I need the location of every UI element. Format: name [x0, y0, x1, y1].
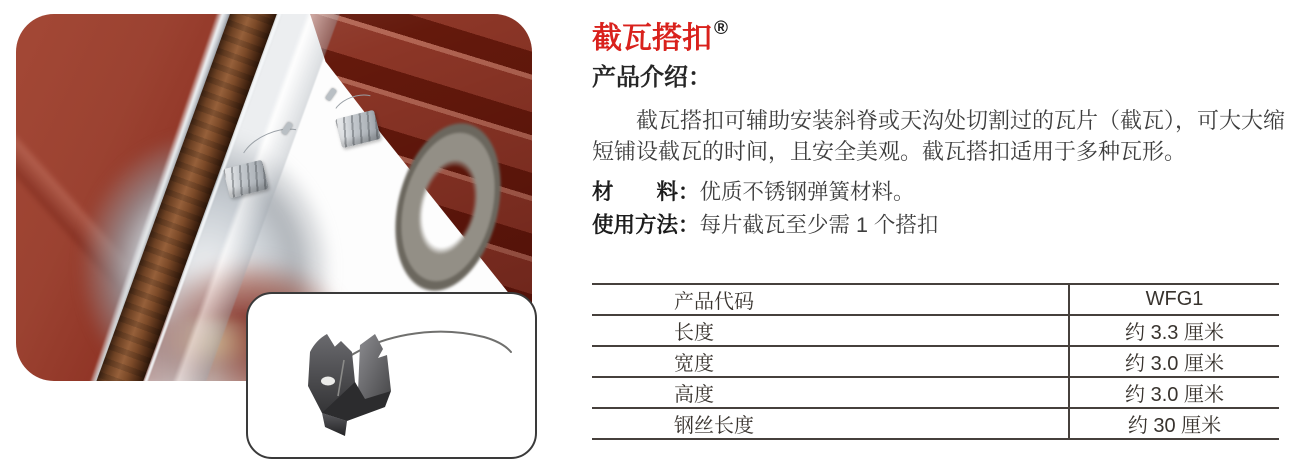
page-title: [592, 12, 728, 56]
inset-product-photo: [246, 292, 537, 459]
usage-label: 使用方法：: [592, 213, 700, 237]
spec-value-cell: 约 30 厘米: [1127, 415, 1222, 437]
spec-table: [592, 283, 1279, 440]
registered-trademark-icon: ®: [714, 18, 728, 39]
table-row: [592, 377, 1279, 408]
clip-body: [308, 334, 391, 436]
screw-right: [325, 87, 337, 101]
tile-clip-illustration: [248, 294, 535, 457]
table-row: [592, 346, 1279, 377]
spec-label-cell: 宽度: [592, 346, 1069, 377]
table-row: [592, 284, 1279, 315]
product-name: 截瓦搭扣: [592, 22, 712, 55]
section-heading-intro: 产品介绍：: [592, 64, 712, 91]
table-row: [592, 315, 1279, 346]
spec-label-cell: 高度: [592, 377, 1069, 408]
material-row: [592, 177, 915, 207]
spec-label-cell: 产品代码: [592, 284, 1069, 315]
spec-value-cell: WFG1: [1145, 288, 1204, 310]
usage-row: [592, 210, 938, 240]
description-line-2: 短铺设截瓦的时间，且安全美观。截瓦搭扣适用于多种瓦形。: [592, 139, 1187, 164]
usage-value: 每片截瓦至少需 1 个搭扣: [699, 213, 939, 237]
table-row: [592, 408, 1279, 439]
product-description: [592, 105, 1298, 167]
material-label: 材 料：: [592, 180, 700, 204]
spec-label-cell: 长度: [592, 315, 1069, 346]
material-value: 优质不锈钢弹簧材料。: [699, 180, 915, 204]
spec-value-cell: 约 3.0 厘米: [1125, 384, 1224, 406]
spec-value-cell: 约 3.0 厘米: [1125, 353, 1224, 375]
spec-label-cell: 钢丝长度: [592, 408, 1069, 439]
spec-value-cell: 约 3.3 厘米: [1125, 322, 1224, 344]
description-line-1: 截瓦搭扣可辅助安装斜脊或天沟处切割过的瓦片（截瓦），可大大缩: [636, 108, 1286, 133]
